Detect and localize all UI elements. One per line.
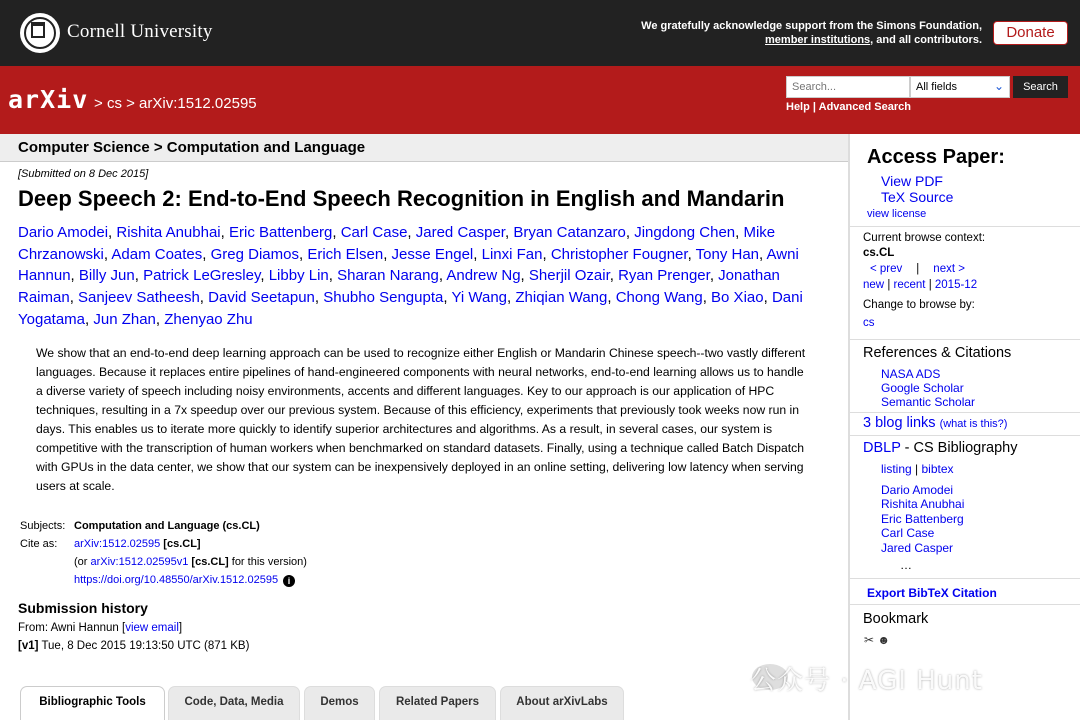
author-separator: ,	[69, 289, 79, 307]
author-separator: ,	[607, 289, 616, 307]
divider	[850, 578, 1080, 579]
author-separator: ,	[103, 245, 112, 263]
month-link[interactable]: 2015-12	[934, 279, 978, 291]
dblp-author-link[interactable]: Carl Case	[881, 526, 935, 540]
nav-sep: |	[887, 279, 891, 291]
view-email-link[interactable]: view email	[125, 622, 179, 634]
author-separator: ,	[70, 267, 79, 285]
author-link[interactable]: Erich Elsen	[307, 245, 384, 263]
author-link[interactable]: Greg Diamos	[210, 245, 299, 263]
nasa-ads-link[interactable]: NASA ADS	[881, 367, 941, 381]
author-separator: ,	[709, 267, 719, 285]
author-link[interactable]: Jared Casper	[415, 224, 505, 241]
tab-about-arxivlabs[interactable]: About arXivLabs	[500, 686, 624, 720]
author-separator: ,	[85, 310, 94, 328]
divider	[850, 339, 1080, 340]
tab-code-data-media[interactable]: Code, Data, Media	[168, 686, 300, 720]
doi-link[interactable]: https://doi.org/10.48550/arXiv.1512.02595	[74, 574, 279, 586]
author-link[interactable]: Jun Zhan	[93, 310, 156, 328]
nav-sep: |	[928, 279, 932, 291]
divider	[850, 435, 1080, 436]
ack-line-2: , and all contributors.	[870, 34, 982, 46]
author-separator: ,	[542, 245, 551, 263]
or-prefix: (or	[74, 556, 91, 568]
view-license-link[interactable]: view license	[867, 208, 927, 220]
chevron-down-icon: ⌄	[993, 79, 1004, 93]
bookmark-title: Bookmark	[863, 611, 929, 627]
nav-sep: |	[916, 263, 920, 275]
cite-category: [cs.CL]	[163, 538, 201, 550]
author-separator: ,	[735, 224, 744, 241]
author-link[interactable]: Eric Battenberg	[228, 224, 333, 241]
tab-bibliographic-tools[interactable]: Bibliographic Tools	[20, 686, 165, 720]
blog-links-link[interactable]: 3 blog links	[863, 415, 936, 431]
author-link[interactable]: Rishita Anubhai	[116, 224, 221, 241]
bibsonomy-icon[interactable]: ✂	[864, 633, 875, 647]
abstract: We show that an end-to-end deep learning approach can be used to recognize either English or Mandarin Chinese speech--two vastly different languages. Because it replaces entire pipelines of hand-engineered components with neural networks, end-to-end learning allows us to handle a diverse variety of speech including noisy environments, accents and different languages. Key to our approach is our application of HPC techniques, resulting in a 7x speedup over our previous system. Because of this efficiency, experiments that previously took weeks now run in days. This enables us to iterate more quickly to identify superior architectures and algorithms. As a result, in several cases, our system is competitive with the transcription of human workers when benchmarked on standard datasets. Finally, using a technique called Batch Dispatch with GPUs in the data center, we show that our system can be inexpensively deployed in an online setting, delivering low latency when serving users at scale.	[36, 346, 806, 493]
dblp-more: …	[900, 558, 912, 572]
dblp-bibtex-link[interactable]: bibtex	[921, 462, 954, 476]
tab-demos[interactable]: Demos	[304, 686, 375, 720]
blog-links	[863, 415, 1007, 431]
dblp-subtitle: - CS Bibliography	[900, 440, 1018, 456]
author-separator: ,	[504, 224, 514, 241]
author-separator: ,	[202, 245, 211, 263]
author-link[interactable]: Jonathan Raiman	[18, 267, 780, 307]
subject-heading: Computer Science > Computation and Language	[18, 139, 366, 156]
dblp-title	[863, 440, 1017, 456]
help-links	[786, 101, 911, 113]
dblp-author-link[interactable]: Eric Battenberg	[881, 512, 964, 526]
author-link[interactable]: Tony Han	[695, 245, 760, 263]
submission-history-title: Submission history	[18, 600, 148, 616]
subject-strip	[0, 134, 848, 162]
author-separator: ,	[134, 267, 144, 285]
info-icon[interactable]: i	[283, 575, 295, 587]
author-separator: ,	[314, 289, 324, 307]
author-separator: ,	[759, 245, 767, 263]
from-suffix: ]	[178, 622, 183, 634]
cite-link[interactable]: arXiv:1512.02595	[74, 538, 161, 550]
version-v1	[18, 640, 249, 652]
prev-link[interactable]: < prev	[870, 263, 903, 275]
author-link[interactable]: Dario Amodei	[18, 224, 109, 241]
author-separator: ,	[520, 267, 529, 285]
access-paper-title: Access Paper:	[867, 146, 1005, 168]
breadcrumb-sep: >	[94, 95, 103, 112]
v1-text: Tue, 8 Dec 2015 19:13:50 UTC (871 KB)	[38, 640, 250, 652]
dblp-author-link[interactable]: Jared Casper	[881, 541, 954, 555]
author-separator: ,	[332, 224, 341, 241]
author-link[interactable]: Zhiqian Wang	[515, 289, 608, 307]
author-link[interactable]: Libby Lin	[268, 267, 329, 285]
author-link[interactable]: Zhenyao Zhu	[164, 310, 253, 328]
author-link[interactable]: Sanjeev Satheesh	[78, 289, 200, 307]
member-institutions-link[interactable]: member institutions	[765, 34, 871, 46]
cite-label: Cite as:	[20, 538, 58, 550]
nav-sep: |	[915, 462, 919, 476]
browse-context-label: Current browse context:	[863, 232, 986, 244]
author-link[interactable]: Ryan Prenger	[618, 267, 710, 285]
arxiv-logo[interactable]: arXiv	[8, 85, 89, 114]
top-bar	[0, 0, 1080, 66]
author-separator: ,	[443, 289, 452, 307]
author-link[interactable]: Jesse Engel	[391, 245, 474, 263]
search-button[interactable]: Search	[1013, 76, 1068, 98]
divider	[850, 226, 1080, 227]
author-link[interactable]: Mike Chrzanowski	[18, 224, 776, 263]
author-separator: ,	[438, 267, 447, 285]
help-link[interactable]: Help	[786, 101, 810, 113]
divider	[850, 412, 1080, 413]
subjects-value: Computation and Language (cs.CL)	[74, 520, 260, 532]
author-link[interactable]: Andrew Ng	[446, 267, 521, 285]
author-link[interactable]: Chong Wang	[615, 289, 703, 307]
submitted-date: [Submitted on 8 Dec 2015]	[18, 168, 149, 180]
author-link[interactable]: Sherjil Ozair	[528, 267, 610, 285]
search-input[interactable]	[786, 76, 910, 98]
author-link[interactable]: Yi Wang	[451, 289, 508, 307]
author-separator: ,	[507, 289, 516, 307]
author-link[interactable]: David Seetapun	[208, 289, 315, 307]
author-separator: ,	[473, 245, 482, 263]
cornell-seal-icon[interactable]	[20, 13, 60, 53]
version-link[interactable]: arXiv:1512.02595v1	[90, 556, 189, 568]
dblp-author-link[interactable]: Rishita Anubhai	[881, 497, 965, 511]
author-link[interactable]: Carl Case	[340, 224, 408, 241]
dblp-links	[881, 462, 954, 476]
change-browse-label: Change to browse by:	[863, 299, 975, 311]
author-link[interactable]: Billy Jun	[78, 267, 135, 285]
search-field-select[interactable]	[910, 76, 1010, 98]
author-separator: ,	[298, 245, 308, 263]
author-separator: ,	[407, 224, 416, 241]
context-nav	[870, 263, 965, 275]
author-link[interactable]: Bryan Catanzaro	[513, 224, 626, 241]
author-separator: ,	[763, 289, 772, 307]
author-link[interactable]: Patrick LeGresley	[143, 267, 261, 285]
from-prefix: From: Awni Hannun [	[18, 622, 126, 634]
advanced-search-link[interactable]: Advanced Search	[818, 101, 911, 113]
watermark: 公众号 · AGI Hunt	[750, 666, 983, 696]
author-separator: ,	[155, 310, 165, 328]
author-link[interactable]: Linxi Fan	[481, 245, 543, 263]
author-separator: ,	[383, 245, 392, 263]
breadcrumb-sep: >	[126, 95, 135, 112]
what-is-this-link[interactable]: (what is this?)	[939, 418, 1008, 430]
tab-related-papers[interactable]: Related Papers	[379, 686, 496, 720]
next-link[interactable]: next >	[933, 263, 965, 275]
author-link[interactable]: Sharan Narang	[337, 267, 439, 285]
submission-from	[18, 622, 182, 634]
recent-link[interactable]: recent	[893, 279, 926, 291]
author-separator: ,	[220, 224, 229, 241]
tex-source-link[interactable]: TeX Source	[881, 189, 954, 205]
view-pdf-link[interactable]: View PDF	[881, 173, 943, 189]
author-separator: ,	[609, 267, 619, 285]
dblp-listing-link[interactable]: listing	[881, 462, 912, 476]
author-list	[18, 222, 828, 331]
export-bibtex-link[interactable]: Export BibTeX Citation	[867, 586, 997, 600]
author-separator: ,	[702, 289, 712, 307]
breadcrumb	[94, 95, 257, 112]
breadcrumb-paper-id: arXiv:1512.02595	[139, 95, 257, 112]
author-link[interactable]: Bo Xiao	[711, 289, 764, 307]
browse-context-value: cs.CL	[863, 247, 895, 259]
university-name[interactable]: Cornell University	[67, 21, 213, 42]
v1-label[interactable]: [v1]	[18, 640, 39, 652]
sidebar	[848, 134, 1080, 720]
author-link[interactable]: Adam Coates	[111, 245, 203, 263]
browse-cs-link[interactable]: cs	[863, 317, 875, 329]
ack-line-1: We gratefully acknowledge support from the Simons Foundation,	[641, 20, 982, 32]
context-listings	[863, 279, 977, 291]
author-separator: ,	[199, 289, 209, 307]
author-link[interactable]: Christopher Fougner	[550, 245, 688, 263]
author-separator: ,	[260, 267, 269, 285]
acknowledgement-text	[641, 19, 982, 47]
bookmark-icons	[864, 633, 890, 647]
paper-title: Deep Speech 2: End-to-End Speech Recognition in English and Mandarin	[18, 186, 785, 211]
references-citations-title: References & Citations	[863, 345, 1012, 361]
divider	[850, 604, 1080, 605]
new-link[interactable]: new	[863, 279, 885, 291]
author-separator: ,	[328, 267, 338, 285]
breadcrumb-cs[interactable]: cs	[106, 95, 122, 112]
reddit-icon[interactable]: ☻	[877, 633, 891, 647]
author-link[interactable]: Shubho Sengupta	[323, 289, 444, 307]
dblp-link[interactable]: DBLP	[863, 440, 901, 456]
donate-button[interactable]: Donate	[993, 21, 1068, 45]
author-separator: ,	[687, 245, 696, 263]
author-separator: ,	[625, 224, 635, 241]
search-field-value: All fields	[916, 81, 957, 93]
version-category: [cs.CL]	[191, 556, 229, 568]
google-scholar-link[interactable]: Google Scholar	[881, 381, 964, 395]
author-separator: ,	[108, 224, 117, 241]
version-suffix: for this version)	[228, 556, 307, 568]
author-link[interactable]: Dani Yogatama	[18, 289, 803, 328]
semantic-scholar-link[interactable]: Semantic Scholar	[881, 395, 976, 409]
author-link[interactable]: Jingdong Chen	[634, 224, 736, 241]
help-sep: |	[812, 101, 816, 113]
dblp-author-link[interactable]: Dario Amodei	[881, 483, 954, 497]
author-link[interactable]: Awni Hannun	[18, 245, 799, 285]
subjects-label: Subjects:	[20, 520, 66, 532]
